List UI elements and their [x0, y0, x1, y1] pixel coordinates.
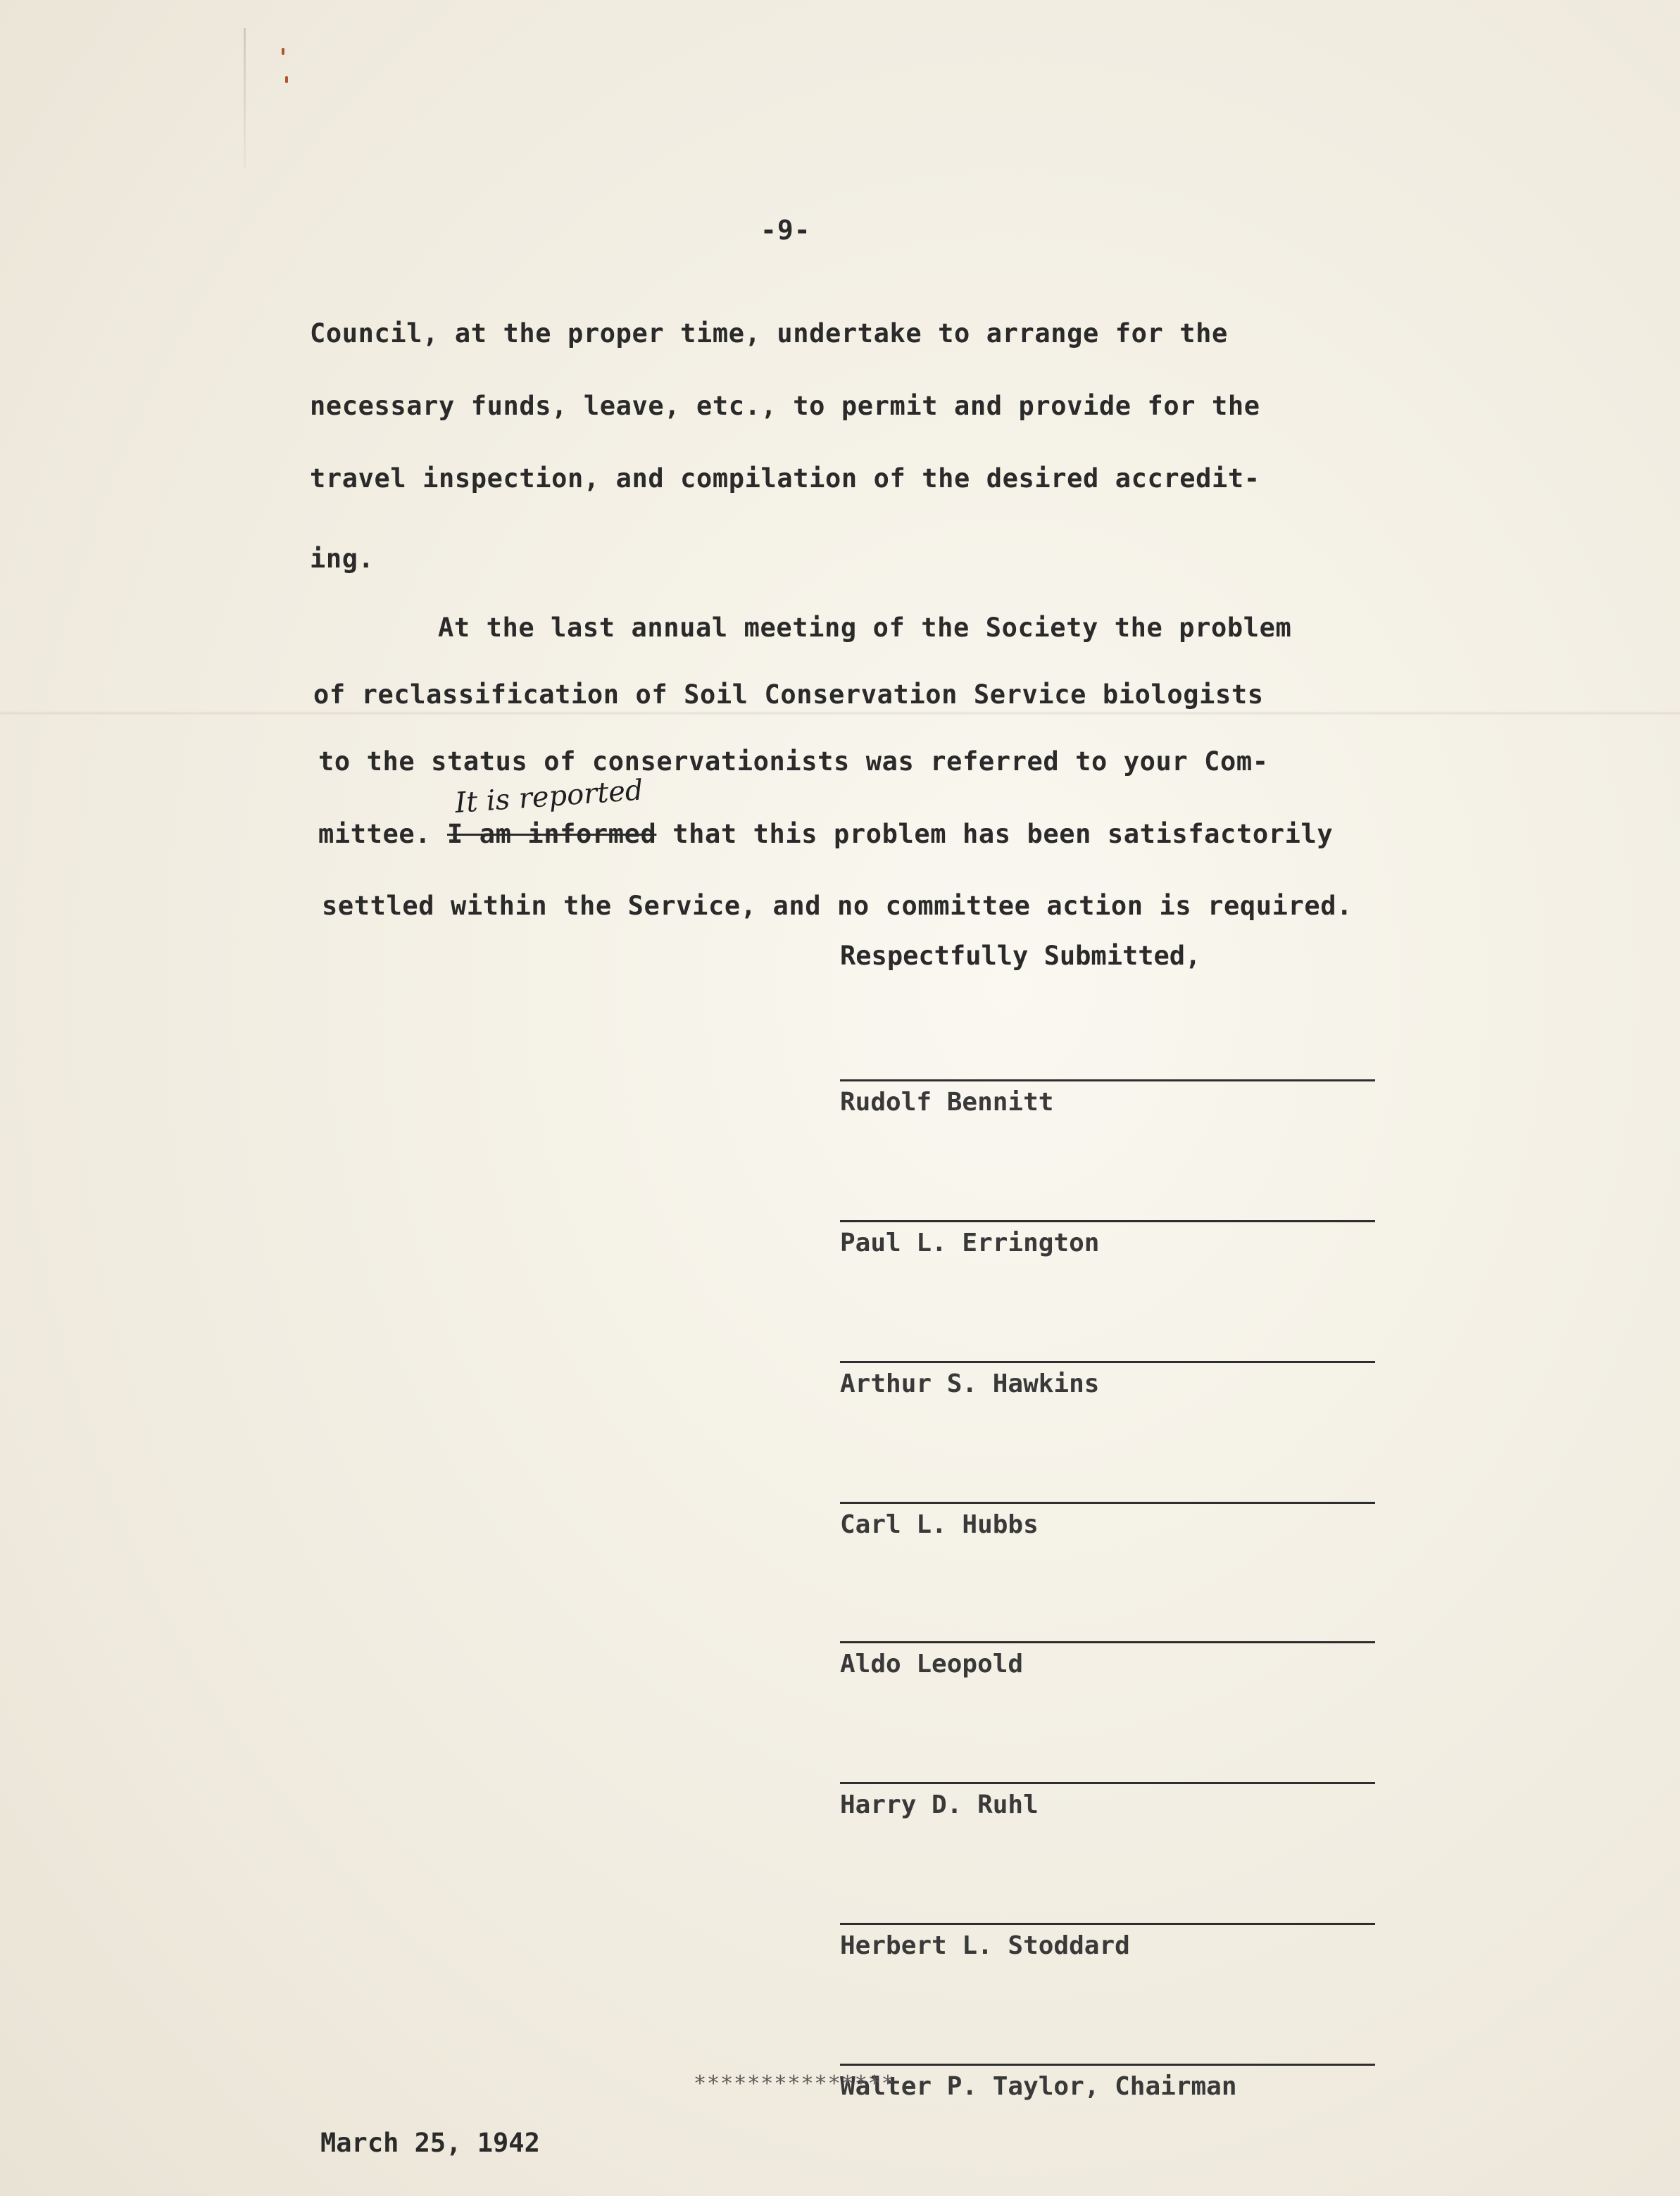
signatory-name: Walter P. Taylor, Chairman — [840, 2072, 1237, 2101]
signatory-name: Rudolf Bennitt — [840, 1088, 1054, 1117]
signature-line — [840, 1923, 1375, 1925]
signature-line — [840, 1502, 1375, 1504]
signature-line — [840, 1782, 1375, 1784]
signature-line — [840, 1641, 1375, 1643]
document-date: March 25, 1942 — [320, 2128, 540, 2158]
signatory-name: Herbert L. Stoddard — [840, 1931, 1130, 1960]
line4-end: that this problem has been satisfactorily — [656, 819, 1334, 849]
handwritten-correction: It is reported — [453, 774, 644, 820]
paragraph1-line-4: ing. — [310, 544, 375, 574]
struck-out-text: I am informed — [447, 819, 657, 849]
signatory-name: Harry D. Ruhl — [840, 1790, 1039, 1819]
signature-line — [840, 1220, 1375, 1222]
rust-mark — [282, 48, 284, 55]
signature-line — [840, 1079, 1375, 1081]
paragraph2-line-5: settled within the Service, and no committee action is required. — [322, 891, 1353, 921]
paragraph1-line-2: necessary funds, leave, etc., to permit and provide for the — [310, 391, 1260, 421]
paragraph2-line-2: of reclassification of Soil Conservation Service biologists — [313, 679, 1264, 710]
page-number: -9- — [760, 215, 811, 246]
paper-edge-mark — [244, 28, 246, 169]
line4-start: mittee. — [318, 819, 448, 849]
signatory-name: Aldo Leopold — [840, 1650, 1024, 1679]
rust-mark — [285, 76, 288, 83]
signatory-name: Paul L. Errington — [840, 1229, 1100, 1257]
signature-line — [840, 1361, 1375, 1363]
paragraph2-line-4 — [318, 819, 1333, 849]
signatory-name: Arthur S. Hawkins — [840, 1369, 1100, 1398]
signatory-name: Carl L. Hubbs — [840, 1510, 1039, 1539]
paragraph1-line-1: Council, at the proper time, undertake to arrange for the — [310, 318, 1228, 349]
paragraph2-line-3: to the status of conservationists was referred to your Com- — [318, 746, 1269, 777]
paragraph2-line-1: At the last annual meeting of the Society the problem — [438, 613, 1292, 643]
paragraph1-line-3: travel inspection, and compilation of the desired accredit- — [310, 463, 1260, 494]
signature-line — [840, 2064, 1375, 2066]
separator-asterisks: *************** — [694, 2071, 895, 2096]
closing-salutation: Respectfully Submitted, — [840, 941, 1201, 971]
paper-fold — [0, 711, 1680, 715]
